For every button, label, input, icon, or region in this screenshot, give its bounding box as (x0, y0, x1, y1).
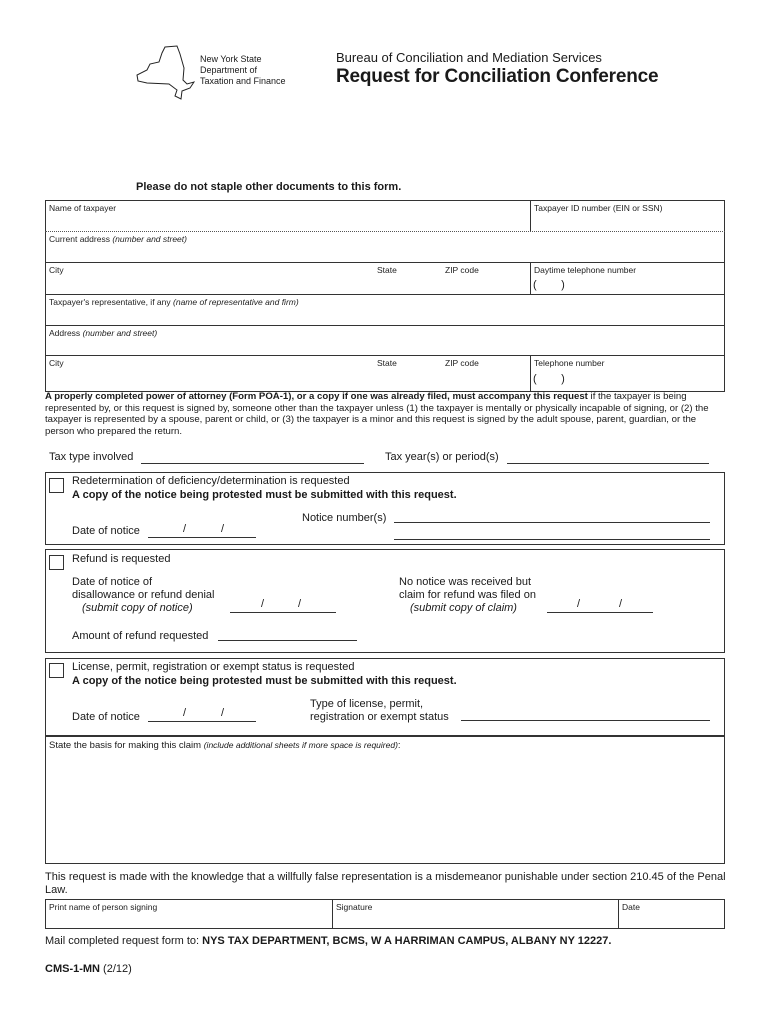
no-notice-line-3: (submit copy of claim) (410, 602, 517, 614)
date-separator: / (577, 598, 581, 610)
rep-zip-code-field[interactable] (443, 368, 525, 390)
redetermination-notice: A copy of the notice being protested must be submitted with this request. (72, 489, 457, 501)
date-separator: / (298, 598, 302, 610)
rep-zip-code-label: ZIP code (445, 358, 479, 368)
notice-numbers-field-2[interactable] (394, 539, 710, 540)
signature-field[interactable] (333, 912, 616, 928)
tax-type-label: Tax type involved (49, 451, 134, 463)
date-separator: / (221, 523, 225, 535)
print-name-field[interactable] (46, 912, 330, 928)
license-date-field[interactable] (148, 721, 256, 722)
notice-numbers-label: Notice number(s) (302, 512, 387, 524)
name-of-taxpayer-field[interactable] (46, 213, 526, 230)
refund-title: Refund is requested (72, 553, 171, 565)
license-type-line-1: Type of license, permit, (310, 698, 424, 710)
refund-date-line-2: disallowance or refund denial (72, 589, 215, 601)
daytime-phone-label: Daytime telephone number (534, 265, 637, 275)
name-of-taxpayer-label: Name of taxpayer (49, 203, 117, 213)
no-notice-line-1: No notice was received but (399, 576, 532, 588)
date-separator: / (183, 523, 187, 535)
license-type-label (310, 698, 449, 724)
license-checkbox[interactable] (49, 663, 64, 678)
form-id: CMS-1-MN (2/12) (45, 963, 132, 975)
claim-basis-label: State the basis for making this claim (include additional sheets if more space is required): (49, 740, 401, 751)
daytime-phone-field[interactable]: ( ) (533, 279, 565, 291)
rep-city-label: City (49, 358, 64, 368)
form-title: Request for Conciliation Conference (336, 66, 659, 87)
date-separator: / (183, 707, 187, 719)
rep-city-field[interactable] (46, 368, 366, 390)
tax-years-field[interactable] (507, 463, 709, 464)
redetermination-checkbox[interactable] (49, 478, 64, 493)
new-york-state-outline-icon (135, 44, 195, 102)
refund-amount-label: Amount of refund requested (72, 630, 209, 642)
tax-years-label: Tax year(s) or period(s) (385, 451, 499, 463)
license-type-field[interactable] (461, 720, 710, 721)
redetermination-title: Redetermination of deficiency/determination is requested (72, 475, 350, 487)
agency-name (200, 54, 286, 87)
representative-label: Taxpayer's representative, if any (name of representative and firm) (49, 297, 299, 307)
license-notice: A copy of the notice being protested must be submitted with this request. (72, 675, 457, 687)
date-separator: / (261, 598, 265, 610)
rep-phone-field[interactable]: ( ) (533, 373, 565, 385)
license-type-line-2: registration or exempt status (310, 711, 449, 723)
notice-numbers-field-1[interactable] (394, 522, 710, 523)
refund-notice-date-label (72, 576, 214, 615)
poa-notice-rest: if the taxpayer is being represented by, or this request is signed by, someone other than the taxpayer unless (1) the taxpayer is mentally or physically incapable of signing, or (2) the taxpayer is represented by a spouse, parent or child, or (3) the taxpayer is a minor and this request is signed by the adult spouse, parent, guardian, or the person who prepared the return. (45, 391, 709, 437)
agency-line-2: Department of (200, 65, 258, 75)
taxpayer-id-field[interactable] (531, 213, 723, 230)
current-address-field[interactable] (46, 244, 722, 261)
agency-line-1: New York State (200, 54, 262, 64)
tax-type-field[interactable] (141, 463, 364, 464)
signature-date-field[interactable] (619, 912, 723, 928)
current-address-label: Current address (number and street) (49, 234, 187, 244)
date-separator: / (221, 707, 225, 719)
poa-notice (45, 391, 727, 437)
poa-notice-bold: A properly completed power of attorney (Form POA-1), or a copy if one was already filed, must accompany this request (45, 391, 588, 402)
redetermination-date-label: Date of notice (72, 525, 140, 537)
rep-address-label: Address (number and street) (49, 328, 158, 338)
refund-notice-date-field[interactable] (230, 612, 336, 613)
representative-field[interactable] (46, 307, 722, 324)
declaration-text: This request is made with the knowledge that a willfully false representation is a misdemeanor punishable under section 210.45 of the Penal Law. (45, 871, 726, 896)
bureau-name: Bureau of Conciliation and Mediation Services (336, 50, 602, 65)
redetermination-date-field[interactable] (148, 537, 256, 538)
refund-date-line-3: (submit copy of notice) (82, 602, 193, 614)
license-date-label: Date of notice (72, 711, 140, 723)
rep-state-field[interactable] (375, 368, 435, 390)
state-label: State (377, 265, 397, 275)
city-label: City (49, 265, 64, 275)
staple-notice: Please do not staple other documents to this form. (136, 181, 402, 193)
zip-code-field[interactable] (443, 275, 525, 293)
refund-checkbox[interactable] (49, 555, 64, 570)
refund-amount-field[interactable] (218, 640, 357, 641)
print-name-label: Print name of person signing (49, 902, 158, 912)
no-notice-line-2: claim for refund was filed on (399, 589, 536, 601)
state-field[interactable] (375, 275, 435, 293)
taxpayer-id-label: Taxpayer ID number (EIN or SSN) (534, 203, 663, 213)
no-notice-label (399, 576, 536, 615)
date-separator: / (619, 598, 623, 610)
rep-phone-label: Telephone number (534, 358, 605, 368)
rep-address-field[interactable] (46, 338, 722, 354)
claim-filed-date-field[interactable] (547, 612, 653, 613)
zip-code-label: ZIP code (445, 265, 479, 275)
signature-date-label: Date (622, 902, 640, 912)
city-field[interactable] (46, 275, 366, 293)
license-title: License, permit, registration or exempt status is requested (72, 661, 355, 673)
claim-basis-field[interactable] (47, 754, 723, 862)
refund-date-line-1: Date of notice of (72, 576, 153, 588)
rep-state-label: State (377, 358, 397, 368)
agency-line-3: Taxation and Finance (200, 76, 286, 86)
signature-label: Signature (336, 902, 373, 912)
mail-instructions: Mail completed request form to: NYS TAX DEPARTMENT, BCMS, W A HARRIMAN CAMPUS, ALBANY NY 12227. (45, 935, 612, 947)
